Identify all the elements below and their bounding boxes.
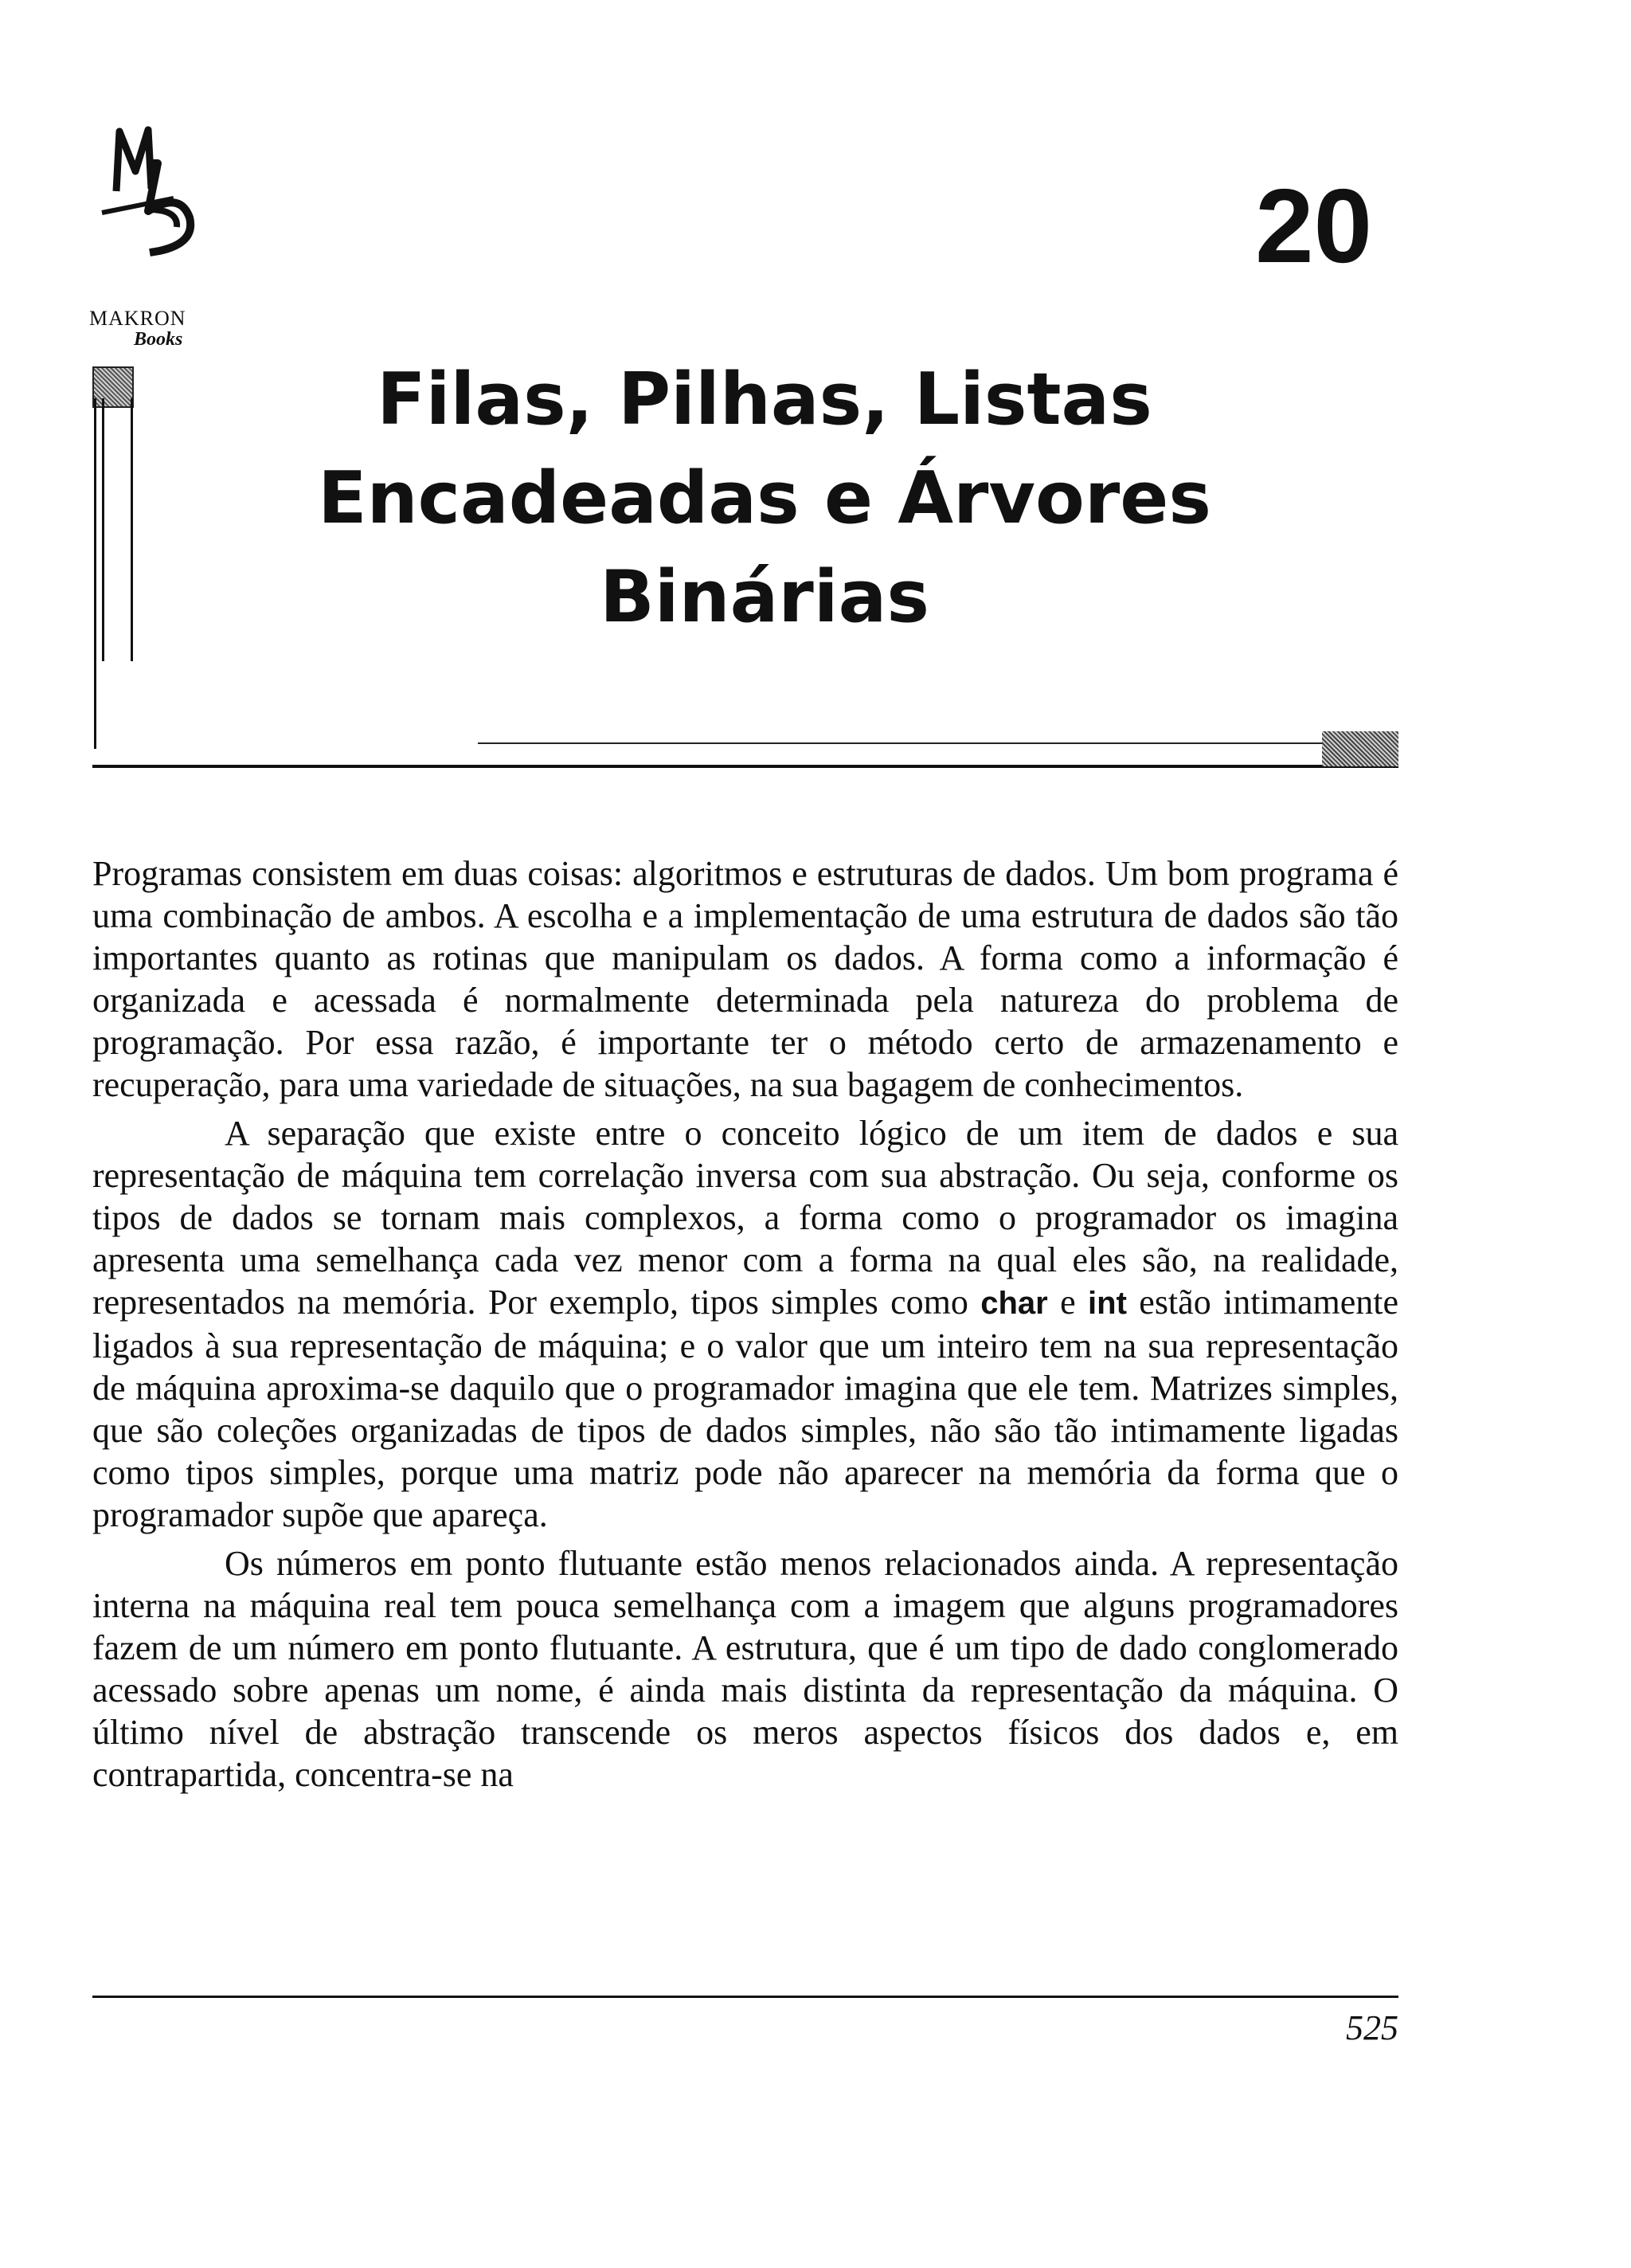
paragraph: Os números em ponto flutuante estão menos relacionados ainda. A representação interna na máquina real tem pouca semelhança com a imagem que alguns programadores fazem de um número em ponto flutuante. A estrutura, que é um tipo de dado conglomerado acessado sobre apenas um nome, é ainda mais distinta da representação da máquina. O último nível de abstração transcende os meros aspectos físicos dos dados e, em contrapartida, concentra-se na [92,1544,1398,1794]
chapter-title [255,351,1274,647]
paragraph-text: A separação que existe entre o conceito lógico de um item de dados e sua representação de máquina tem correlação inversa com sua abstração. Ou seja, conforme os tipos de dados se tornam mais complexos, a forma como o programador os imagina apresenta uma semelhança cada vez menor com a forma na qual eles são, na realidade, representados na memória. Por exemplo, tipos simples como [92,1114,1398,1322]
paragraph: Programas consistem em duas coisas: algoritmos e estruturas de dados. Um bom programa é uma combinação de ambos. A escolha e a implementação de uma estrutura de dados são tão importantes quanto as rotinas que manipulam os dados. A forma como a informação é organizada e acessada é normalmente determinada pela natureza do problema de programação. Por essa razão, é importante ter o método certo de armazenamento e recuperação, para uma variedade de situações, na sua bagagem de conhecimentos. [92,854,1398,1104]
keyword-char: char [980,1286,1048,1321]
decorative-hatched-block [1322,731,1398,766]
decorative-hatched-square [92,366,134,408]
paragraph-text: e [1047,1283,1089,1322]
logo-wordmark: MAKRON [89,307,186,330]
chapter-title-line: Encadeadas e Árvores [318,456,1211,540]
title-divider [92,765,1398,768]
chapter-title-line: Filas, Pilhas, Listas [377,358,1152,441]
paragraph-text: estão intimamente ligados à sua representação de máquina; e o valor que um inteiro tem na sua representação de máquina aproxima-se daquilo que o programador imagina que ele tem. Matrizes simples, que são coleções organizadas de tipos de dados simples, não são tão intimamente ligadas como tipos simples, porque uma matriz pode não aparecer na memória da forma que o programador supõe que apareça. [92,1283,1399,1534]
vertical-rule [131,398,133,661]
vertical-rule [102,398,104,661]
decorative-vertical-bar [92,366,135,749]
makron-books-logo-icon [100,116,204,275]
chapter-number: 20 [1255,167,1372,284]
vertical-rule [94,398,96,749]
publisher-logo [86,116,205,350]
body-text [92,852,1398,1802]
keyword-int: int [1088,1286,1127,1321]
title-divider-thin [478,742,1322,744]
paragraph [92,1112,1398,1536]
page-number: 525 [1346,2008,1398,2047]
chapter-title-line: Binárias [600,555,929,639]
footer-divider [92,1996,1398,1998]
logo-subtitle: Books [134,329,183,350]
